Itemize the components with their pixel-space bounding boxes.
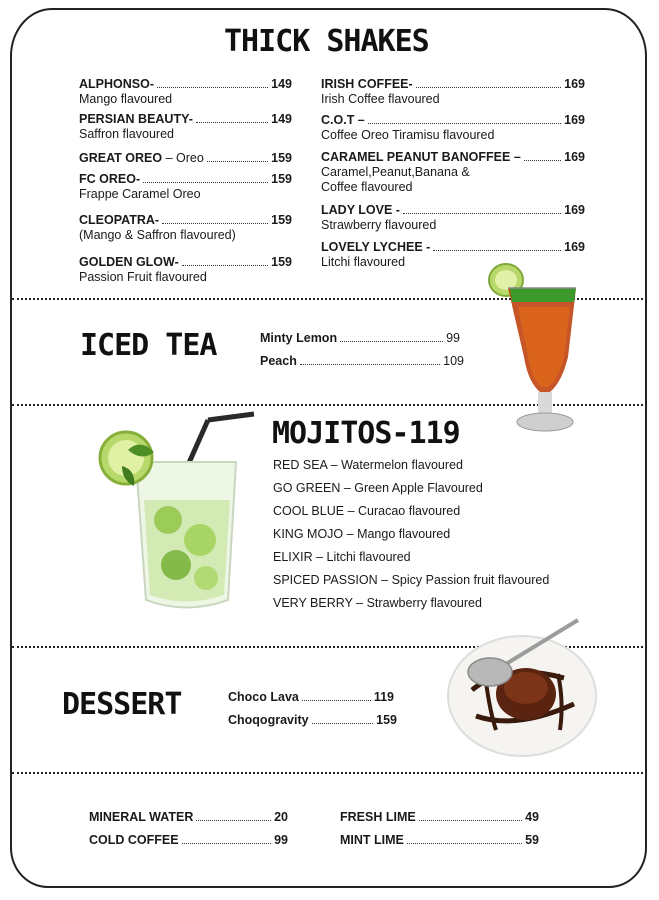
item-name: GOLDEN GLOW- (79, 255, 179, 269)
mojito-item-elixir (273, 550, 411, 564)
item-description: Coffee flavoured (321, 180, 413, 194)
item-description: Coffee Oreo Tiramisu flavoured (321, 128, 495, 142)
item-name: IRISH COFFEE- (321, 77, 413, 91)
item-description: Irish Coffee flavoured (321, 92, 440, 106)
item-description: Frappe Caramel Oreo (79, 187, 201, 201)
other-item-mint-lime (340, 833, 539, 848)
shake-item-lady-love (321, 203, 585, 233)
item-name: MINERAL WATER (89, 810, 194, 824)
iced-tea-item-minty-lemon (260, 331, 460, 346)
shake-item-caramel-peanut-banoffee (321, 150, 585, 195)
item-name: SPICED PASSION (273, 573, 378, 587)
other-item-mineral-water (89, 810, 288, 825)
item-name: Choco Lava (228, 690, 299, 704)
dessert-title: DESSERT (62, 687, 182, 722)
item-name: FRESH LIME (340, 810, 416, 824)
mojito-item-king-mojo (273, 527, 450, 541)
item-name: C.O.T – (321, 113, 365, 127)
item-description: Strawberry flavoured (366, 596, 482, 610)
dessert-item-choco-lava (228, 690, 394, 705)
item-name: PERSIAN BEAUTY- (79, 112, 193, 126)
item-separator: – (377, 573, 392, 587)
item-name: ALPHONSO- (79, 77, 154, 91)
item-price: 169 (564, 240, 585, 254)
item-separator: – (327, 458, 342, 472)
item-price: 99 (446, 331, 460, 345)
item-name: RED SEA (273, 458, 328, 472)
item-name: COOL BLUE (273, 504, 345, 518)
item-suffix: – Oreo (162, 151, 204, 165)
choco-lava-plate-icon (446, 612, 602, 760)
item-description: Watermelon flavoured (341, 458, 463, 472)
item-price: 159 (271, 172, 292, 186)
dessert-item-choqogravity (228, 713, 397, 728)
item-name: Choqogravity (228, 713, 309, 727)
mojito-item-spiced-passion (273, 573, 549, 587)
item-price: 169 (564, 113, 585, 127)
item-price: 169 (564, 203, 585, 217)
mojito-item-go-green (273, 481, 483, 495)
item-separator: – (312, 550, 327, 564)
item-description: Saffron flavoured (79, 127, 174, 141)
item-description: Mango flavoured (357, 527, 451, 541)
item-price: 59 (525, 833, 539, 847)
item-name: FC OREO- (79, 172, 141, 186)
item-price: 49 (525, 810, 539, 824)
item-price: 159 (271, 151, 292, 165)
item-description: Litchi flavoured (326, 550, 411, 564)
mojito-item-red-sea (273, 458, 463, 472)
item-description: Spicy Passion fruit flavoured (391, 573, 550, 587)
item-name: CLEOPATRA- (79, 213, 160, 227)
item-price: 109 (443, 354, 464, 368)
item-description: Curacao flavoured (358, 504, 461, 518)
item-price: 159 (376, 713, 397, 727)
item-price: 149 (271, 112, 292, 126)
thick-shakes-title: THICK SHAKES (224, 24, 429, 59)
item-price: 169 (564, 150, 585, 164)
shake-item-persian-beauty (79, 112, 292, 142)
iced-tea-item-peach (260, 354, 464, 369)
iced-tea-glass-icon (488, 262, 584, 437)
item-price: 159 (271, 213, 292, 227)
shake-item-irish-coffee (321, 77, 585, 107)
item-name: CARAMEL PEANUT BANOFFEE – (321, 150, 521, 164)
item-price: 149 (271, 77, 292, 91)
shake-item-golden-glow (79, 255, 292, 285)
item-name: Minty Lemon (260, 331, 338, 345)
other-item-fresh-lime (340, 810, 539, 825)
item-description: (Mango & Saffron flavoured) (79, 228, 236, 242)
item-name: LADY LOVE - (321, 203, 400, 217)
item-price: 99 (274, 833, 288, 847)
item-separator: – (344, 504, 358, 518)
item-description: Litchi flavoured (321, 255, 406, 269)
item-description: Green Apple Flavoured (354, 481, 483, 495)
item-price: 169 (564, 77, 585, 91)
other-item-cold-coffee (89, 833, 288, 848)
item-separator: – (352, 596, 367, 610)
item-description: Passion Fruit flavoured (79, 270, 207, 284)
item-description: Caramel,Peanut,Banana & (321, 165, 470, 179)
item-name: Peach (260, 354, 297, 368)
item-name: GO GREEN (273, 481, 341, 495)
shake-item-fc-oreo (79, 172, 292, 202)
item-price: 20 (274, 810, 288, 824)
item-description: Strawberry flavoured (321, 218, 437, 232)
item-name: COLD COFFEE (89, 833, 179, 847)
item-name: ELIXIR (273, 550, 313, 564)
item-name: GREAT OREO (79, 151, 163, 165)
mojito-item-very-berry (273, 596, 482, 610)
shake-item-great-oreo (79, 151, 292, 166)
item-name: MINT LIME (340, 833, 404, 847)
shake-item-cleopatra (79, 213, 292, 243)
item-price: 159 (271, 255, 292, 269)
item-name: KING MOJO (273, 527, 344, 541)
item-description: Mango flavoured (79, 92, 173, 106)
item-name: VERY BERRY (273, 596, 353, 610)
mojito-item-cool-blue (273, 504, 460, 518)
shake-item-alphonso (79, 77, 292, 107)
item-separator: – (340, 481, 355, 495)
section-divider (12, 772, 647, 774)
item-separator: – (343, 527, 358, 541)
item-name: LOVELY LYCHEE - (321, 240, 431, 254)
iced-tea-title: ICED TEA (80, 328, 217, 363)
mojitos-title: MOJITOS-119 (272, 416, 460, 451)
item-price: 119 (373, 690, 394, 704)
shake-item-cot (321, 113, 585, 143)
mojito-glass-icon (96, 410, 258, 620)
